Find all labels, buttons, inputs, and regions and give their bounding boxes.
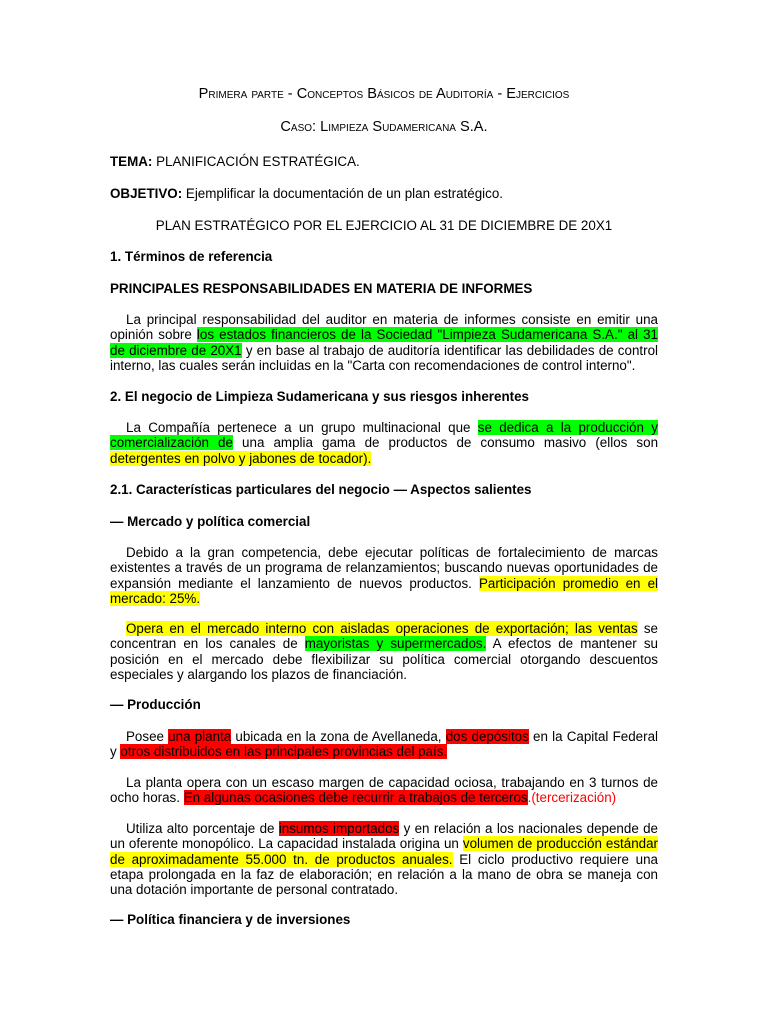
highlight-yellow: volumen de producción estándar de aproximadamente 55.000 tn. de productos anuales. bbox=[110, 836, 658, 867]
highlight-yellow: Opera en el mercado interno con aisladas operaciones de exportación; las ventas bbox=[126, 621, 638, 636]
paragraph-mercado-interno: Opera en el mercado interno con aisladas operaciones de exportación; las ventas se concentran en los canales de mayoristas y supermercados. A efectos de mantener su posición en el mercado debe flexibilizar su política comercial otorgando descuentos especiales y alargando los plazos de financiación. bbox=[110, 621, 658, 682]
highlight-yellow: Participación promedio en el mercado: 25%. bbox=[110, 575, 659, 606]
red-note: .(tercerización) bbox=[527, 790, 617, 806]
highlight-red: otros distribuidos en las principales provincias del país. bbox=[120, 744, 448, 760]
highlight-red: insumos importados bbox=[278, 821, 400, 836]
section-1-heading: 1. Términos de referencia bbox=[110, 249, 273, 264]
section-1-subheading: PRINCIPALES RESPONSABILIDADES EN MATERIA DE INFORMES bbox=[110, 281, 533, 296]
highlight-red: En algunas ocasiones debe recurrir a trabajos de terceros bbox=[183, 790, 528, 806]
highlight-green: se dedica a la producción y comercialización de bbox=[110, 420, 658, 451]
paragraph-competencia: Debido a la gran competencia, debe ejecutar políticas de fortalecimiento de marcas existentes a través de un programa de relanzamientos; buscando nuevas oportunidades de expansión mediante el lanzamiento de nuevos productos. Participación promedio en el mercado: 25%. bbox=[110, 545, 659, 606]
paragraph-capacidad: La planta opera con un escaso margen de capacidad ociosa, trabajando en 3 turnos de ocho horas. En algunas ocasiones debe recurrir a trabajos de terceros.(tercerización) bbox=[110, 775, 658, 806]
document-title: Primera parte - Conceptos Básicos de Auditoría - Ejercicios bbox=[198, 86, 570, 102]
paragraph-insumos: Utiliza alto porcentaje de insumos importados y en relación a los nacionales depende de un oferente monopólico. La capacidad instalada origina un volumen de producción estándar de aproximadamente 55.000 tn. de productos anuales. El ciclo productivo requiere una etapa prolongada en la faz de elaboración; en relación a la mano de obra se maneja con una dotación importante de personal contratado. bbox=[110, 821, 658, 898]
objetivo-text: Ejemplificar la documentación de un plan estratégico. bbox=[182, 186, 503, 201]
highlight-green: los estados financieros de la Sociedad "Limpieza Sudamericana S.A." al 31 de diciembre de 20X1 bbox=[110, 327, 658, 358]
paragraph-compania: La Compañía pertenece a un grupo multinacional que se dedica a la producción y comercialización de una amplia gama de productos de consumo masivo (ellos son detergentes en polvo y jabones de tocador). bbox=[110, 420, 659, 466]
tema-line bbox=[110, 154, 658, 169]
objetivo-label: OBJETIVO: bbox=[110, 186, 183, 201]
tema-text: PLANIFICACIÓN ESTRATÉGICA. bbox=[152, 154, 360, 169]
objetivo-line bbox=[110, 186, 658, 201]
section-21-heading: 2.1. Características particulares del negocio — Aspectos salientes bbox=[110, 482, 532, 497]
paragraph-responsabilidad: La principal responsabilidad del auditor en materia de informes consiste en emitir una opinión sobre los estados financieros de la Sociedad "Limpieza Sudamericana S.A." al 31 de diciembre de 20X1 y en base al trabajo de auditoría identificar las debilidades de control interno, las cuales serán incluidas en la "Carta con recomendaciones de control interno". bbox=[110, 312, 658, 373]
case-title: Caso: Limpieza Sudamericana S.A. bbox=[280, 119, 488, 135]
section-produccion-heading: — Producción bbox=[110, 697, 201, 712]
section-2-heading: 2. El negocio de Limpieza Sudamericana y sus riesgos inherentes bbox=[110, 389, 529, 404]
paragraph-planta: Posee una planta ubicada en la zona de Avellaneda, dos depósitos en la Capital Federal y otros distribuidos en las principales provincias del país. bbox=[110, 729, 658, 760]
highlight-yellow: detergentes en polvo y jabones de tocador). bbox=[110, 450, 372, 466]
section-mercado-heading: — Mercado y política comercial bbox=[110, 514, 311, 529]
section-financiera-heading: — Política financiera y de inversiones bbox=[110, 912, 351, 927]
highlight-green: mayoristas y supermercados. bbox=[304, 636, 487, 652]
tema-label: TEMA: bbox=[110, 154, 153, 169]
highlight-red: una planta bbox=[168, 729, 232, 744]
plan-title: PLAN ESTRATÉGICO POR EL EJERCICIO AL 31 DE DICIEMBRE DE 20X1 bbox=[155, 218, 613, 233]
highlight-red: dos depósitos bbox=[445, 729, 529, 744]
